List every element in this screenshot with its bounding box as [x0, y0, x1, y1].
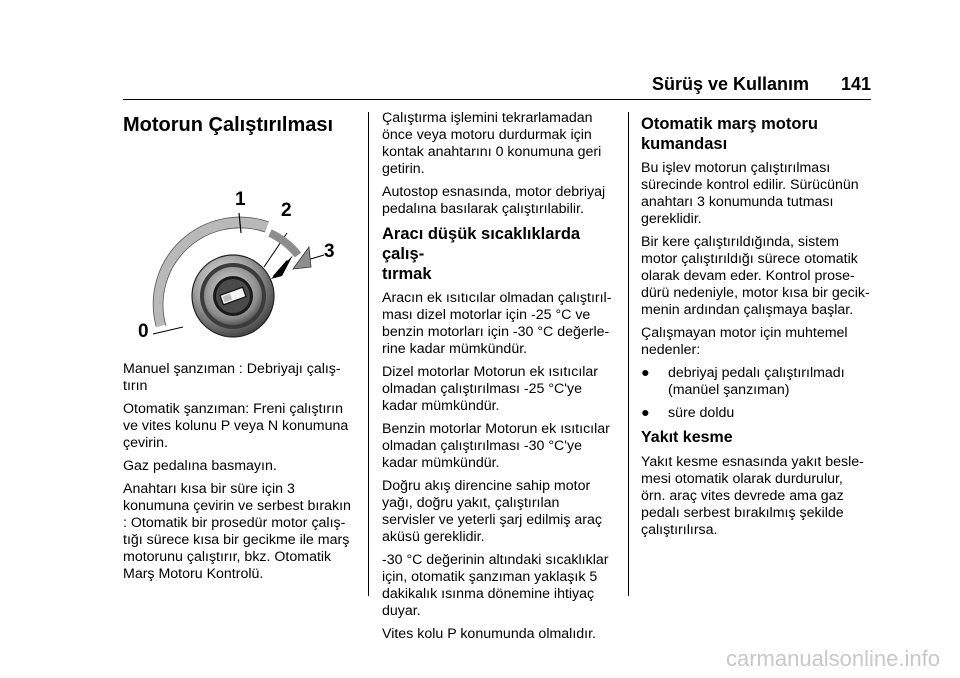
list-item-text: debriyaj pedalı çalıştırılmadı (manüel şanzıman) — [668, 365, 845, 398]
paragraph: Çalışmayan motor için muhtemel nedenler: — [641, 325, 848, 358]
paragraph: Yakıt kesme esnasında yakıt besle- mesi otomatik olarak durdurulur, örn. araç vites devrede ama gaz pedalı serbest bırakılmış şekilde çalıştırılırsa. — [641, 454, 864, 538]
column-3 — [641, 110, 873, 545]
subsection-heading-low-temp: Aracı düşük sıcaklıklarda çalış- tırmak — [382, 225, 581, 283]
paragraph: Vites kolu P konumunda olmalıdır. — [382, 626, 596, 642]
paragraph: Manuel şanzıman : Debriyajı çalış- tırın — [123, 361, 341, 394]
bullet-icon: ● — [641, 365, 650, 381]
section-title: Motorun Çalıştırılması — [123, 114, 334, 136]
paragraph: Doğru akış direncine sahip motor yağı, doğru yakıt, çalıştırılan servisler ve yeterli şarj edilmiş araç aküsü gereklidir. — [382, 478, 602, 545]
header-rule — [123, 99, 871, 100]
list-item-text: süre doldu — [668, 405, 735, 421]
ignition-switch-illustration — [123, 151, 355, 351]
paragraph: Autostop esnasında, motor debriyaj pedalına basılarak çalıştırılabilir. — [382, 184, 606, 217]
header-title: Sürüş ve Kullanım — [651, 74, 809, 94]
subsection-heading-auto-starter: Otomatik marş motoru kumandası — [641, 115, 818, 153]
column-2 — [382, 110, 618, 649]
paragraph: Aracın ek ısıtıcılar olmadan çalıştırıl- ması dizel motorlar için -25 °C ve benzin motorları için -30 °C değerle- rine kadar mümkündür. — [382, 290, 612, 357]
paragraph: Çalıştırma işlemini tekrarlamadan önce veya motoru durdurmak için kontak anahtarını 0 konumuna geri getirin. — [382, 110, 602, 177]
subsection-heading-fuel-cutoff: Yakıt kesme — [641, 429, 733, 446]
paragraph: -30 °C değerinin altındaki sıcaklıklar için, otomatik şanzıman yaklaşık 5 dakikalık ısınma dönemine ihtiyaç duyar. — [382, 552, 609, 619]
figure-label-1: 1 — [235, 189, 246, 210]
page-number: 141 — [840, 74, 871, 94]
paragraph: Gaz pedalına basmayın. — [123, 458, 277, 474]
paragraph: Bir kere çalıştırıldığında, sistem motor çalıştırıldığı sürece otomatik olarak devam eder. Kontrol prose- dürü nedeniyle, motor kısa bir gecik- menin ardından çalışmaya başlar. — [641, 234, 870, 318]
figure-label-0: 0 — [138, 321, 149, 342]
figure-label-2: 2 — [281, 200, 292, 221]
paragraph: Dizel motorlar Motorun ek ısıtıcılar olmadan çalıştırılması -25 °C'ye kadar mümkündür. — [382, 364, 599, 414]
column-divider-1 — [368, 112, 369, 596]
page-header — [123, 74, 871, 96]
column-1 — [123, 110, 355, 589]
bullet-icon: ● — [641, 405, 650, 421]
figure-label-3: 3 — [324, 241, 335, 262]
column-divider-2 — [628, 112, 629, 596]
paragraph: Bu işlev motorun çalıştırılması sürecinde kontrol edilir. Sürücünün anahtarı 3 konumunda tutması gereklidir. — [641, 160, 859, 227]
paragraph: Otomatik şanzıman: Freni çalıştırın ve vites kolunu P veya N konumuna çevirin. — [123, 401, 349, 451]
paragraph: Benzin motorlar Motorun ek ısıtıcılar olmadan çalıştırılması -30 °C'ye kadar mümkündür. — [382, 421, 610, 471]
watermark: carmanualsonline.info — [725, 646, 940, 671]
paragraph: Anahtarı kısa bir süre için 3 konumuna çevirin ve serbest bırakın : Otomatik bir prosedür motor çalış- tığı sürece kısa bir gecikme ile marş motorunu çalıştırır, bkz. Otomatik Marş Motoru Kontrolü. — [123, 481, 351, 582]
ignition-switch-figure — [123, 151, 355, 351]
list-item — [641, 365, 873, 399]
list-item — [641, 405, 873, 422]
